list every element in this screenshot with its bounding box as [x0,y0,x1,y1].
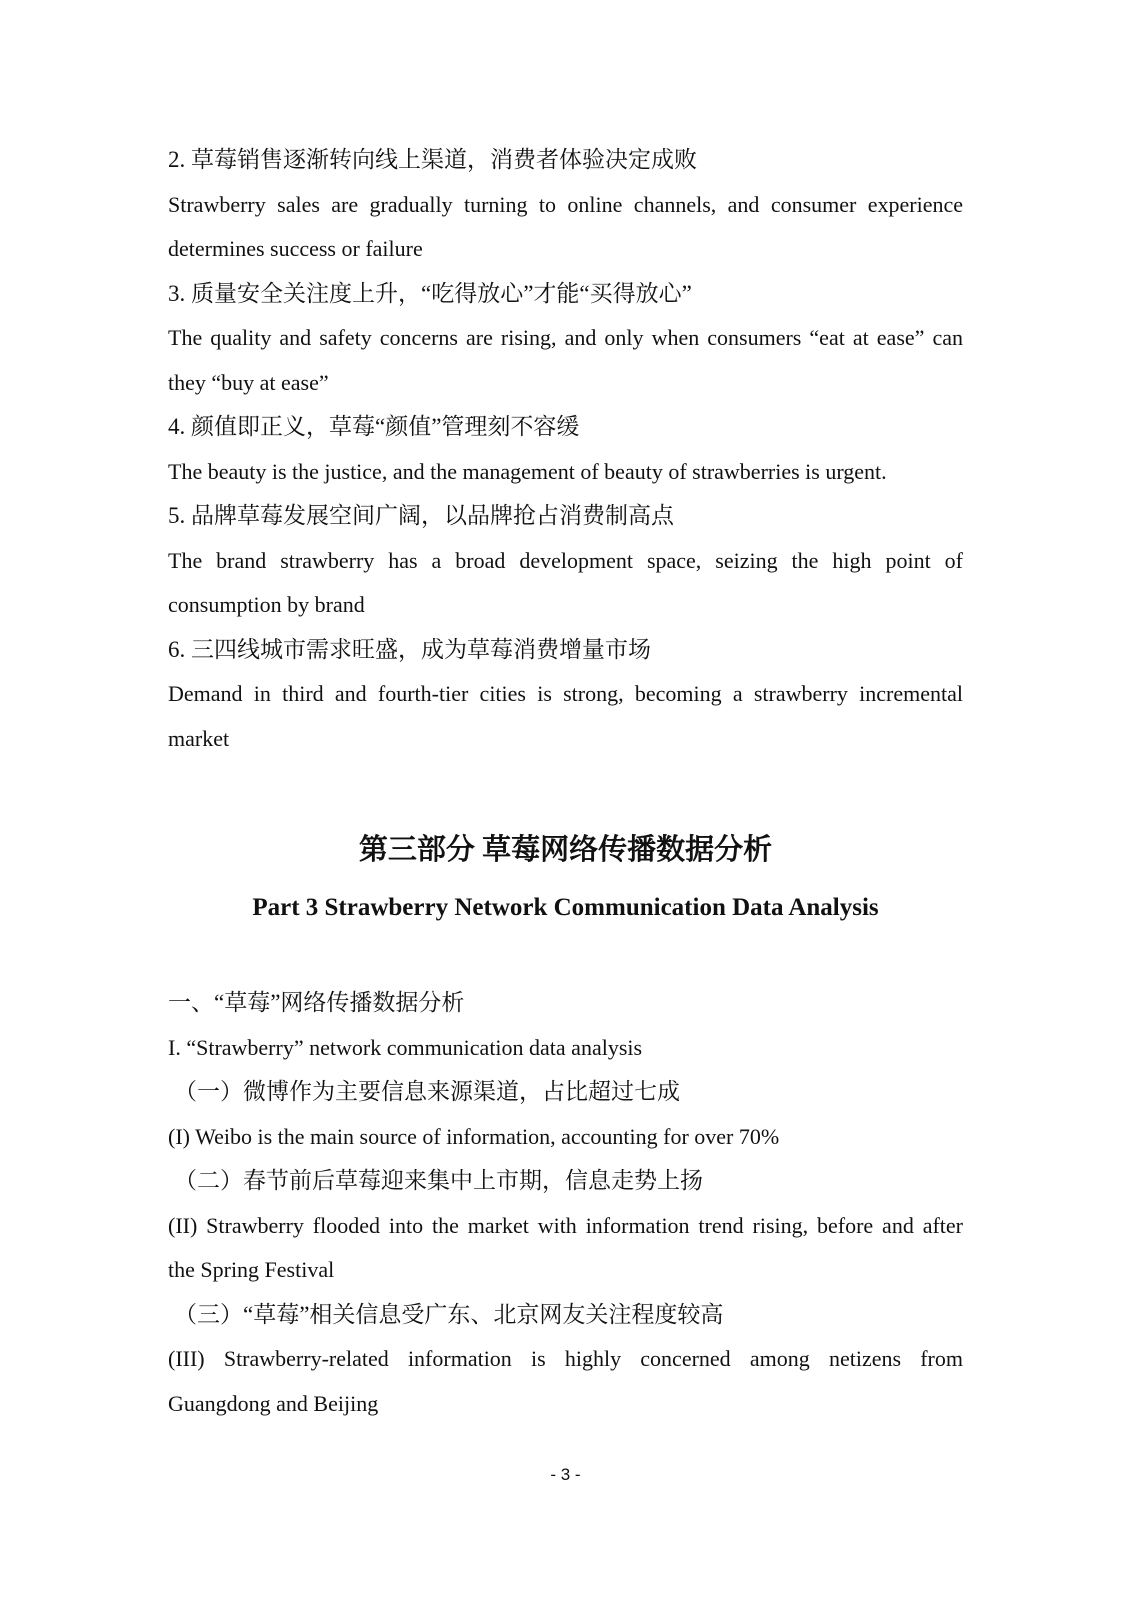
subsection-1-en: (I) Weibo is the main source of information, accounting for over 70% [168,1123,780,1149]
item-6-heading-zh: 6. 三四线城市需求旺盛，成为草莓消费增量市场 [168,636,651,662]
subsection-3-en-line-2: Guangdong and Beijing [168,1390,379,1416]
subsection-2-en-line-1: (II) Strawberry flooded into the market with information trend rising, before and after [168,1212,963,1238]
item-3-en-line-2: they “buy at ease” [168,369,329,395]
subsection-3-zh: （三）“草莓”相关信息受广东、北京网友关注程度较高 [174,1301,724,1327]
item-5-en-line-2: consumption by brand [168,592,365,617]
item-5-heading-zh: 5. 品牌草莓发展空间广阔，以品牌抢占消费制高点 [168,503,674,528]
part3-heading-zh: 第三部分 草莓网络传播数据分析 [358,834,773,866]
item-3-en-line-1: The quality and safety concerns are rising, and only when consumers “eat at ease” can [168,325,963,350]
part3-heading-en: Part 3 Strawberry Network Communication Data Analysis [252,894,879,921]
item-4-heading-zh: 4. 颜值即正义，草莓“颜值”管理刻不容缓 [168,414,580,439]
item-2-en-line-2: determines success or failure [168,236,423,261]
item-6-en-line-1: Demand in third and fourth-tier cities is strong, becoming a strawberry incremental [168,681,963,706]
subsection-2-en-line-2: the Spring Festival [168,1257,335,1282]
section-1-title-en: I. “Strawberry” network communication data analysis [168,1034,643,1060]
item-2-en-line-1: Strawberry sales are gradually turning to online channels, and consumer experience [168,191,963,217]
subsection-2-zh: （二）春节前后草莓迎来集中上市期，信息走势上扬 [174,1168,703,1193]
item-5-en-line-1: The brand strawberry has a broad development space, seizing the high point of [168,547,963,573]
item-2-heading-zh: 2. 草莓销售逐渐转向线上渠道，消费者体验决定成败 [168,147,697,172]
item-4-en-line-1: The beauty is the justice, and the management of beauty of strawberries is urgent. [168,458,887,484]
page-content [168,0,963,1426]
subsection-1-zh: （一）微博作为主要信息来源渠道，占比超过七成 [174,1079,680,1104]
page-number: - 3 - [550,1465,581,1484]
subsection-3-en-line-1: (III) Strawberry-related information is highly concerned among netizens from [168,1346,963,1371]
section-1-title-zh: 一、“草莓”网络传播数据分析 [168,990,465,1015]
item-6-en-line-2: market [168,725,230,751]
item-3-heading-zh: 3. 质量安全关注度上升，“吃得放心”才能“买得放心” [168,280,692,306]
